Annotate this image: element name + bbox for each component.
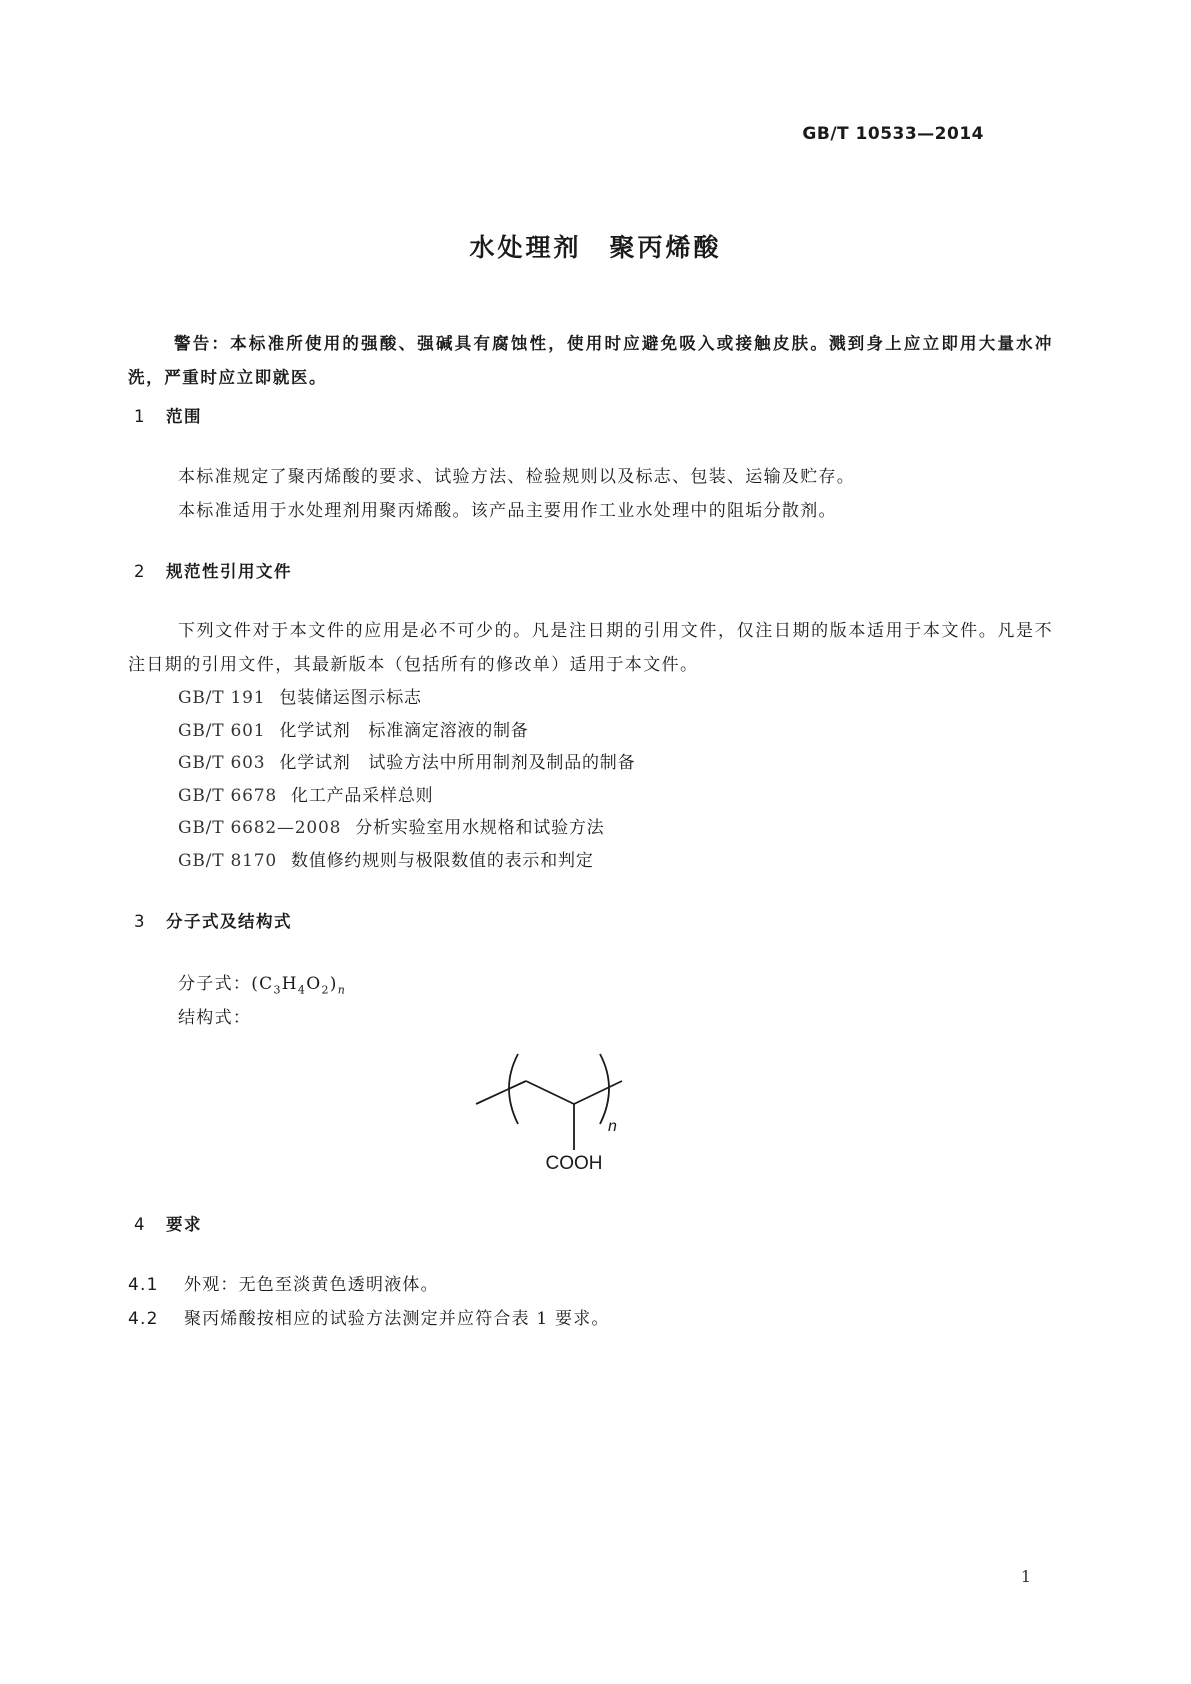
formula-repeat-n: n [337,983,347,997]
requirement-number: 4.1 [128,1275,159,1295]
reference-item [178,813,604,838]
reference-item [178,716,529,741]
reference-code: GB/T 191 [178,688,266,708]
bond-left-stub [476,1081,526,1104]
bond-backbone-1 [526,1081,574,1104]
section-3-heading [134,908,292,932]
references-intro: 下列文件对于本文件的应用是必不可少的。凡是注日期的引用文件，仅注日期的版本适用于本文件。凡是不注日期的引用文件，其最新版本（包括所有的修改单）适用于本文件。 [128,621,1053,675]
structure-label: 结构式： [178,1008,252,1028]
requirement-item [128,1270,439,1295]
reference-code: GB/T 6678 [178,786,278,806]
reference-title: 化学试剂 试验方法中所用制剂及制品的制备 [279,753,636,773]
reference-code: GB/T 601 [178,721,266,741]
section-title: 规范性引用文件 [166,562,292,581]
section-title: 要求 [166,1215,202,1234]
structural-formula-diagram [466,1048,646,1178]
repeat-unit-n: n [608,1118,617,1135]
reference-code: GB/T 6682—2008 [178,818,342,838]
formula-hydrogen: H [281,974,298,994]
section-number: 1 [134,407,146,426]
formula-carbon: C [259,974,274,994]
formula-paren-close: ) [329,974,338,994]
formula-oxygen: O [306,974,322,994]
requirement-text: 聚丙烯酸按相应的试验方法测定并应符合表 1 要求。 [184,1309,610,1329]
formula-carbon-count: 3 [273,983,282,997]
reference-title: 化工产品采样总则 [291,786,434,806]
standard-code: GB/T 10533—2014 [802,124,984,144]
warning-paragraph: 警告：本标准所使用的强酸、强碱具有腐蚀性，使用时应避免吸入或接触皮肤。溅到身上应立即用大量水冲洗，严重时应立即就医。 [128,334,1053,387]
reference-title: 包装储运图示标志 [279,688,422,708]
requirement-item [128,1304,610,1329]
section-number: 4 [134,1215,146,1234]
bond-backbone-2 [574,1081,622,1104]
reference-title: 数值修约规则与极限数值的表示和判定 [291,851,594,871]
section-1-heading [134,403,202,427]
requirement-number: 4.2 [128,1309,159,1329]
section-number: 3 [134,912,146,931]
scope-paragraph-1: 本标准规定了聚丙烯酸的要求、试验方法、检验规则以及标志、包装、运输及贮存。 [178,467,856,487]
section-title: 分子式及结构式 [166,912,292,931]
section-number: 2 [134,562,146,581]
section-2-heading [134,558,292,582]
section-title: 范围 [166,407,202,426]
reference-item [178,683,422,708]
reference-item [178,846,594,871]
formula-label: 分子式： [178,974,252,994]
reference-code: GB/T 8170 [178,851,278,871]
document-title: 水处理剂 聚丙烯酸 [469,233,722,262]
reference-item [178,748,635,773]
page-number: 1 [1020,1567,1031,1586]
formula-oxygen-count: 2 [321,983,330,997]
formula-hydrogen-count: 4 [297,983,307,997]
molecular-formula [178,969,346,996]
carboxyl-group-label: COOH [545,1153,603,1174]
reference-title: 分析实验室用水规格和试验方法 [355,818,605,838]
section-4-heading [134,1211,202,1235]
reference-code: GB/T 603 [178,753,266,773]
scope-paragraph-2: 本标准适用于水处理剂用聚丙烯酸。该产品主要用作工业水处理中的阻垢分散剂。 [178,501,837,521]
requirement-text: 外观：无色至淡黄色透明液体。 [184,1275,439,1295]
reference-title: 化学试剂 标准滴定溶液的制备 [279,721,529,741]
formula-paren-open: ( [251,974,260,994]
reference-item [178,781,433,806]
